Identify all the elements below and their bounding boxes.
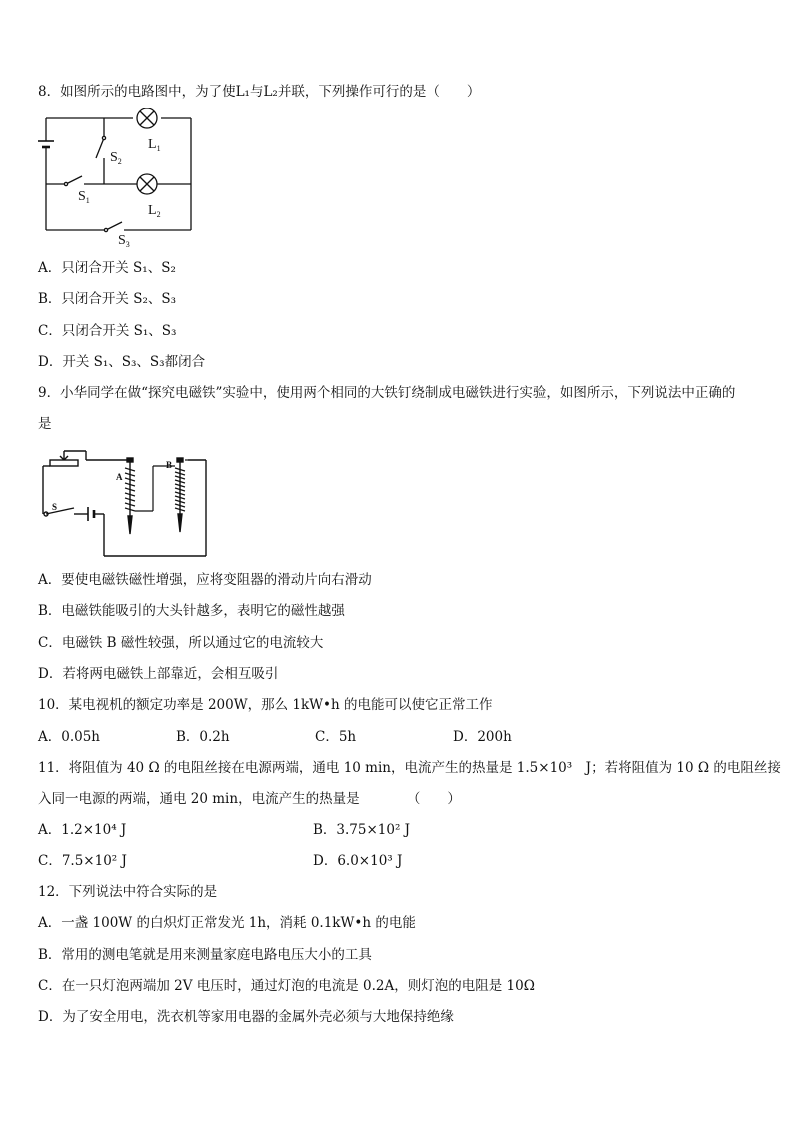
q10-option-b: B．0.2h <box>176 729 230 745</box>
label-L1: $L_1$ <box>148 137 161 153</box>
q8-option-d: D．开关 S₁、S₃、S₃都闭合 <box>38 354 206 370</box>
q8-circuit-diagram <box>38 108 198 248</box>
q11-option-a: A．1.2×10⁴ J <box>38 822 127 838</box>
q12-option-c: C．在一只灯泡两端加 2V 电压时，通过灯泡的电流是 0.2A，则灯泡的电阻是 10Ω <box>38 978 535 994</box>
q12-stem: 12．下列说法中符合实际的是 <box>38 884 218 900</box>
q8-stem: 8．如图所示的电路图中，为了使L₁与L₂并联，下列操作可行的是（ ） <box>38 84 481 100</box>
q11-option-d: D．6.0×10³ J <box>313 853 403 869</box>
label-nail-A: A <box>116 472 123 482</box>
q8-option-a: A．只闭合开关 S₁、S₂ <box>38 260 176 276</box>
label-nail-B: B <box>166 460 173 470</box>
q12-option-a: A．一盏 100W 的白炽灯正常发光 1h，消耗 0.1kW•h 的电能 <box>38 915 416 931</box>
q8-option-c: C．只闭合开关 S₁、S₃ <box>38 323 177 339</box>
q10-option-d: D．200h <box>453 729 512 745</box>
q11-stem-line1: 11．将阻值为 40 Ω 的电阻丝接在电源两端，通电 10 min，电流产生的热量是 1.5×10³ J；若将阻值为 10 Ω 的电阻丝接 <box>38 760 781 776</box>
q9-option-a: A．要使电磁铁磁性增强，应将变阻器的滑动片向右滑动 <box>38 572 372 588</box>
label-S2: $S_2$ <box>110 150 122 166</box>
q9-option-b: B．电磁铁能吸引的大头针越多，表明它的磁性越强 <box>38 603 345 619</box>
label-S3: $S_3$ <box>118 233 130 248</box>
label-S1: $S_1$ <box>78 189 90 205</box>
q9-option-c: C．电磁铁 B 磁性较强，所以通过它的电流较大 <box>38 635 324 651</box>
label-switch-S: S <box>52 502 58 512</box>
q11-option-b: B．3.75×10² J <box>313 822 411 838</box>
q11-option-c: C．7.5×10² J <box>38 853 127 869</box>
q12-option-d: D．为了安全用电，洗衣机等家用电器的金属外壳必须与大地保持绝缘 <box>38 1009 454 1025</box>
label-L2: $L_2$ <box>148 203 161 219</box>
q12-option-b: B．常用的测电笔就是用来测量家庭电路电压大小的工具 <box>38 947 372 963</box>
q9-stem-line2: 是 <box>38 416 52 432</box>
q8-option-b: B．只闭合开关 S₂、S₃ <box>38 291 177 307</box>
q10-option-a: A．0.05h <box>38 729 101 745</box>
q10-stem: 10．某电视机的额定功率是 200W，那么 1kW•h 的电能可以使它正常工作 <box>38 697 493 713</box>
q9-stem-line1: 9．小华同学在做“探究电磁铁”实验中，使用两个相同的大铁钉绕制成电磁铁进行实验，如图所示，下列说法中正确的 <box>38 385 736 401</box>
q10-option-c: C．5h <box>315 729 357 745</box>
q9-option-d: D．若将两电磁铁上部靠近，会相互吸引 <box>38 666 279 682</box>
q9-electromagnet-diagram <box>38 446 213 561</box>
q11-stem-line2: 入同一电源的两端，通电 20 min，电流产生的热量是 （ ） <box>38 791 461 807</box>
